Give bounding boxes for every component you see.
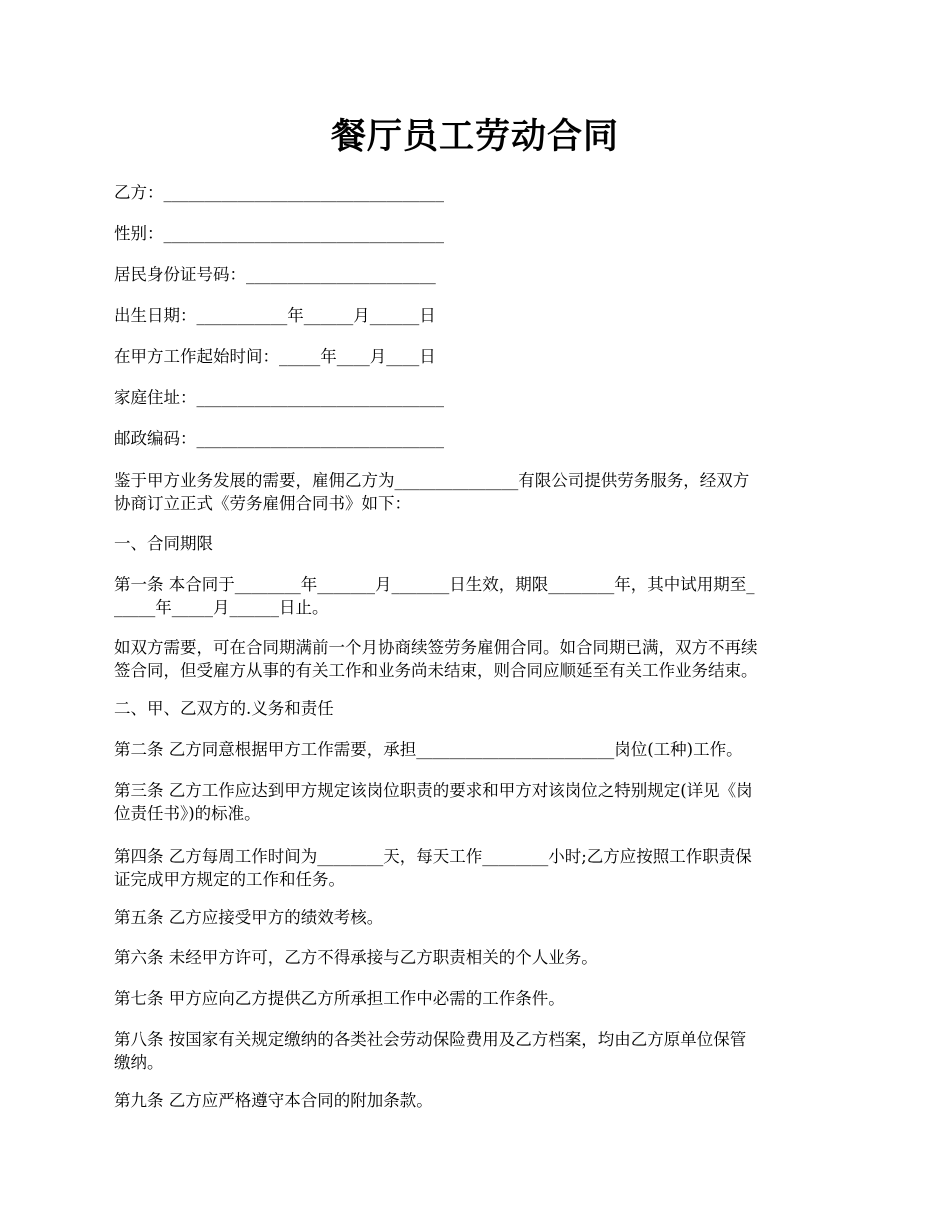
- section-heading-obligations: 二、甲、乙双方的.义务和责任: [114, 699, 334, 718]
- field-party-b: 乙方：__________________________________: [114, 183, 444, 202]
- article-3-line-1: 第三条 乙方工作应达到甲方规定该岗位职责的要求和甲方对该岗位之特别规定(详见《岗: [114, 781, 753, 800]
- article-4-line-2: 证完成甲方规定的工作和任务。: [114, 870, 345, 889]
- article-8-line-2: 缴纳。: [114, 1053, 164, 1072]
- field-start-date: 在甲方工作起始时间：_____年____月____日: [114, 347, 436, 366]
- section-heading-term: 一、合同期限: [114, 534, 213, 553]
- intro-line-1: 鉴于甲方业务发展的需要，雇佣乙方为_______________有限公司提供劳务服务，经双方: [114, 471, 750, 490]
- field-home-address: 家庭住址：______________________________: [114, 388, 444, 407]
- article-8-line-1: 第八条 按国家有关规定缴纳的各类社会劳动保险费用及乙方档案，均由乙方原单位保管: [114, 1030, 747, 1049]
- article-9: 第九条 乙方应严格遵守本合同的附加条款。: [114, 1091, 433, 1110]
- renewal-line-2: 签合同，但受雇方从事的有关工作和业务尚未结束，则合同应顺延至有关工作业务结束。: [114, 661, 758, 680]
- field-gender: 性别：__________________________________: [114, 224, 444, 243]
- article-2: 第二条 乙方同意根据甲方工作需要，承担________________________岗位(工种)工作。: [114, 740, 743, 759]
- document-title: 餐厅员工劳动合同: [330, 116, 619, 157]
- article-4-line-1: 第四条 乙方每周工作时间为________天，每天工作________小时;乙方应按照工作职责保: [114, 847, 752, 866]
- article-6: 第六条 未经甲方许可，乙方不得承接与乙方职责相关的个人业务。: [114, 948, 598, 967]
- article-1-line-1: 第一条 本合同于________年_______月_______日生效，期限________年，其中试用期至_: [114, 575, 755, 594]
- article-3: [114, 779, 836, 825]
- renewal-line-1: 如双方需要，可在合同期满前一个月协商续签劳务雇佣合同。如合同期已满，双方不再续: [114, 638, 758, 657]
- field-birth-date: 出生日期：___________年______月______日: [114, 306, 436, 325]
- field-postal-code: 邮政编码：______________________________: [114, 429, 444, 448]
- article-1: [114, 573, 836, 619]
- article-5: 第五条 乙方应接受甲方的绩效考核。: [114, 908, 384, 927]
- intro-paragraph: [114, 469, 836, 515]
- article-7: 第七条 甲方应向乙方提供乙方所承担工作中必需的工作条件。: [114, 989, 565, 1008]
- field-id-number: 居民身份证号码：_______________________: [114, 265, 436, 284]
- article-4: [114, 845, 836, 891]
- article-8: [114, 1028, 836, 1074]
- article-3-line-2: 位责任书》)的标准。: [114, 804, 261, 823]
- renewal-paragraph: [114, 636, 836, 682]
- intro-line-2: 协商订立正式《劳务雇佣合同书》如下：: [114, 494, 411, 513]
- article-1-line-2: _____年_____月______日止。: [114, 598, 329, 617]
